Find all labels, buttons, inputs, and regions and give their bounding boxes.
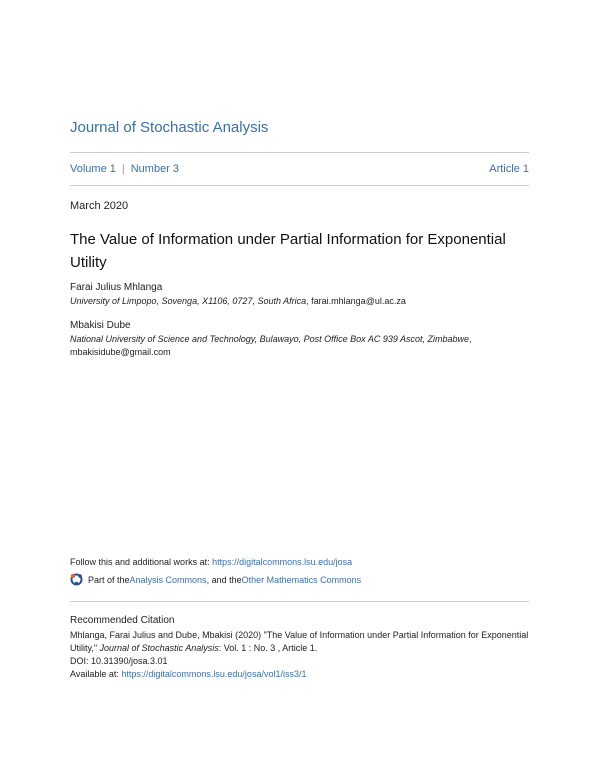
- author-affiliation: National University of Science and Technology, Bulawayo, Post Office Box AC 939 Ascot, Zimbabwe, mbakisidube@gmail.com: [70, 334, 472, 357]
- follow-link[interactable]: https://digitalcommons.lsu.edu/josa: [212, 557, 353, 567]
- affiliation-text: National University of Science and Technology, Bulawayo, Post Office Box AC 939 Ascot, Zimbabwe: [70, 334, 470, 344]
- number-link[interactable]: Number 3: [130, 163, 180, 175]
- citation-text: Mhlanga, Farai Julius and Dube, Mbakisi (2020) "The Value of Information under Partial Information for Exponential Utility,": [70, 630, 529, 653]
- citation-journal: Journal of Stochastic Analysis: [99, 643, 219, 653]
- part-of-prefix: Part of the: [88, 574, 130, 585]
- analysis-commons-link[interactable]: Analysis Commons: [129, 574, 207, 585]
- article-title: The Value of Information under Partial Information for Exponential Utility: [70, 231, 506, 271]
- divider: [70, 185, 529, 186]
- follow-line: [70, 557, 352, 567]
- part-of-middle: , and the: [206, 574, 242, 585]
- volume-link[interactable]: Volume 1: [70, 163, 116, 175]
- separator: |: [121, 163, 125, 175]
- network-icon: [70, 573, 83, 586]
- citation-body: [70, 629, 540, 681]
- available-link[interactable]: https://digitalcommons.lsu.edu/josa/vol1/iss3/1: [121, 669, 307, 679]
- other-math-commons-link[interactable]: Other Mathematics Commons: [241, 574, 362, 585]
- author-name: Farai Julius Mhlanga: [70, 282, 163, 293]
- affiliation-text: University of Limpopo, Sovenga, X1106, 0727, South Africa: [70, 296, 307, 306]
- divider: [70, 152, 529, 153]
- article-link[interactable]: Article 1: [489, 163, 529, 175]
- follow-prefix: Follow this and additional works at:: [70, 557, 213, 567]
- part-of-line: [70, 573, 361, 586]
- divider: [70, 601, 529, 602]
- journal-title[interactable]: Journal of Stochastic Analysis: [70, 119, 269, 136]
- citation-doi: DOI: 10.31390/josa.3.01: [70, 656, 168, 666]
- publication-date: March 2020: [70, 200, 129, 212]
- citation-heading: Recommended Citation: [70, 615, 175, 626]
- issue-info: [70, 163, 179, 175]
- citation-text-after: : Vol. 1 : No. 3 , Article 1.: [218, 643, 318, 653]
- author-email: mbakisidube@gmail.com: [70, 347, 171, 357]
- author-email: farai.mhlanga@ul.ac.za: [311, 296, 406, 306]
- author-affiliation: University of Limpopo, Sovenga, X1106, 0727, South Africa, farai.mhlanga@ul.ac.za: [70, 296, 406, 306]
- author-name: Mbakisi Dube: [70, 320, 131, 331]
- available-prefix: Available at:: [70, 669, 122, 679]
